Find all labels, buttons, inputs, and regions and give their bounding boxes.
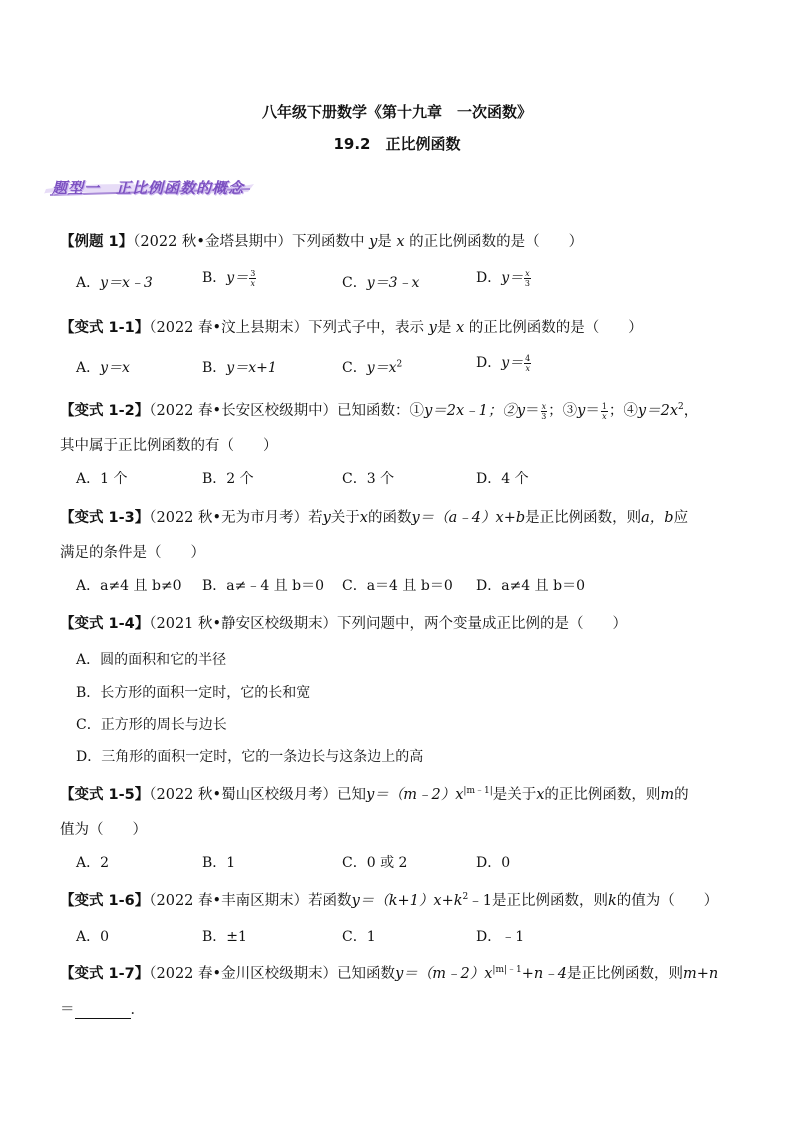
- q3-option-c[interactable]: C．3 个: [342, 471, 395, 487]
- q5-option-a[interactable]: A．圆的面积和它的半径: [76, 652, 227, 668]
- question-tag: 【变式 1-2】: [60, 403, 150, 419]
- q3-option-d[interactable]: D．4 个: [476, 471, 529, 487]
- q4-option-b[interactable]: B．a≠﹣4 且 b＝0: [202, 578, 325, 594]
- q5-option-c[interactable]: C．正方形的周长与边长: [76, 717, 227, 733]
- q6-option-b[interactable]: B．1: [202, 855, 236, 871]
- section-banner: [42, 175, 257, 199]
- q4-option-a[interactable]: A．a≠4 且 b≠0: [76, 578, 182, 594]
- question-4: 【变式 1-3】（2022 秋•无为市月考）若y关于x的函数y＝（a﹣4）x+b是正比例函数，则a，b应: [60, 510, 689, 526]
- q2-option-d[interactable]: D．y＝ $\frac{4}{x}$: [476, 353, 531, 373]
- question-4-line2: 满足的条件是（ ）: [60, 545, 205, 561]
- q1-option-a[interactable]: A．y＝x﹣3: [76, 275, 153, 291]
- q3-option-a[interactable]: A．1 个: [76, 471, 128, 487]
- page-subtitle: 19.2 正比例函数: [333, 135, 461, 153]
- q7-option-c[interactable]: C．1: [342, 929, 376, 945]
- question-2: 【变式 1-1】（2022 春•汶上县期末）下列式子中，表示 y是 x 的正比例函数的是（ ）: [60, 320, 643, 336]
- q1-option-d[interactable]: D．y＝ $\frac{x}{3}$: [476, 268, 530, 288]
- question-8: 【变式 1-7】（2022 春•金川区校级期末）已知函数$y=(m﹣2)x^{|m|﹣1}+n﹣4$是正比例函数，则m+n: [60, 965, 719, 982]
- question-tag: 【变式 1-4】: [60, 616, 150, 632]
- question-tag: 【变式 1-7】: [60, 966, 150, 982]
- question-tag: 【变式 1-6】: [60, 893, 150, 909]
- q2-option-b[interactable]: B．y＝x+1: [202, 360, 277, 376]
- question-6: 【变式 1-5】（2022 秋•蜀山区校级月考）已知$y=(m﹣2)x^{|m﹣1|}$是关于x的正比例函数，则m的: [60, 786, 689, 803]
- question-5: 【变式 1-4】（2021 秋•静安区校级期末）下列问题中，两个变量成正比例的是（ ）: [60, 616, 628, 632]
- q6-option-d[interactable]: D．0: [476, 855, 511, 871]
- question-3-line2: 其中属于正比例函数的有（ ）: [60, 438, 278, 454]
- question-7: 【变式 1-6】（2022 春•丰南区期末）若函数$y=(k+1)x+k^2﹣1$是正比例函数，则k的值为（ ）: [60, 892, 719, 909]
- q1-option-b[interactable]: B．y＝ $\frac{3}{x}$: [202, 268, 256, 288]
- question-tag: 【变式 1-3】: [60, 510, 150, 526]
- q7-option-b[interactable]: B．±1: [202, 929, 247, 945]
- question-3: 【变式 1-2】（2022 春•长安区校级期中）已知函数：①y＝2x﹣1；②y＝ $\frac{x}{3}$ ；③y＝ $\frac{1}{x}$ ；$④y=2x^2$，: [60, 401, 699, 421]
- question-tag: 【例题 1】: [60, 234, 134, 250]
- q2-option-c[interactable]: C．$y=x^2$: [342, 359, 403, 376]
- q6-option-a[interactable]: A．2: [76, 855, 110, 871]
- question-tag: 【变式 1-5】: [60, 787, 150, 803]
- question-8-line2: ＝ ．: [60, 1002, 145, 1018]
- q7-option-a[interactable]: A．0: [76, 929, 110, 945]
- q4-option-d[interactable]: D．a≠4 且 b＝0: [476, 578, 585, 594]
- question-6-line2: 值为（ ）: [60, 822, 147, 838]
- q1-option-c[interactable]: C．y＝3﹣x: [342, 275, 420, 291]
- answer-blank[interactable]: [75, 1004, 131, 1019]
- section-banner-text: 题型一 正比例函数的概念: [52, 179, 245, 197]
- q6-option-c[interactable]: C．0 或 2: [342, 855, 408, 871]
- q5-option-b[interactable]: B．长方形的面积一定时，它的长和宽: [76, 685, 311, 701]
- q2-option-a[interactable]: A．y＝x: [76, 360, 130, 376]
- question-1: 【例题 1】（2022 秋•金塔县期中）下列函数中 y是 x 的正比例函数的是（ ）: [60, 234, 584, 250]
- q4-option-c[interactable]: C．a＝4 且 b＝0: [342, 578, 453, 594]
- page-title: 八年级下册数学《第十九章 一次函数》: [261, 103, 532, 121]
- q7-option-d[interactable]: D．﹣1: [476, 929, 525, 945]
- q5-option-d[interactable]: D．三角形的面积一定时，它的一条边长与这条边上的高: [76, 749, 424, 765]
- q3-option-b[interactable]: B．2 个: [202, 471, 254, 487]
- question-tag: 【变式 1-1】: [60, 320, 150, 336]
